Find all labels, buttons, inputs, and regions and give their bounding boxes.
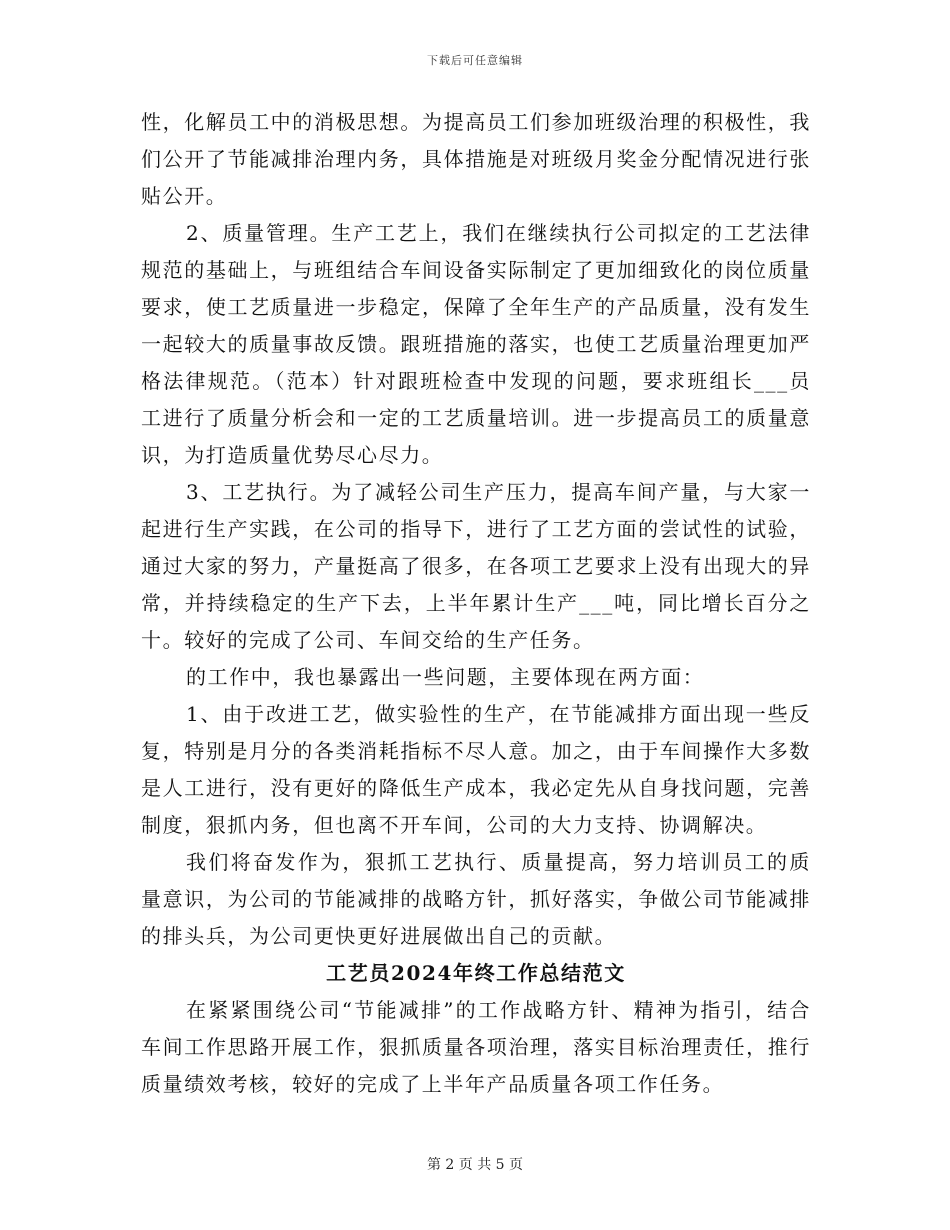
- paragraph-problem-1: 1、由于改进工艺，做实验性的生产，在节能减排方面出现一些反复，特别是月分的各类消耗指标不尽人意。加之，由于车间操作大多数是人工进行，没有更好的降低生产成本，我必定先从自身找问题，完善制度，狠抓内务，但也离不开车间，公司的大力支持、协调解决。: [141, 702, 811, 837]
- paragraph-quality-management: 2、质量管理。生产工艺上，我们在继续执行公司拟定的工艺法律规范的基础上，与班组结合车间设备实际制定了更加细致化的岗位质量要求，使工艺质量进一步稳定，保障了全年生产的产品质量，没有发生一起较大的质量事故反馈。跟班措施的落实，也使工艺质量治理更加严格法律规范。（范本）针对跟班检查中发现的问题，要求班组长___员工进行了质量分析会和一定的工艺质量培训。进一步提高员工的质量意识，为打造质量优势尽心尽力。: [141, 221, 811, 467]
- section-title: 工艺员2024年终工作总结范文: [326, 961, 626, 985]
- document-body: [141, 104, 811, 1103]
- paragraph-process-execution: 3、工艺执行。为了减轻公司生产压力，提高车间产量，与大家一起进行生产实践，在公司的指导下，进行了工艺方面的尝试性的试验，通过大家的努力，产量挺高了很多，在各项工艺要求上没有出现大的异常，并持续稳定的生产下去，上半年累计生产___吨，同比增长百分之十。较好的完成了公司、车间交给的生产任务。: [141, 480, 811, 652]
- page-footer: 第 2 页 共 5 页: [426, 1157, 524, 1173]
- paragraph-intro-new-section: 在紧紧围绕公司“节能减排”的工作战略方针、精神为指引，结合车间工作思路开展工作，狠抓质量各项治理，落实目标治理责任，推行质量绩效考核，较好的完成了上半年产品质量各项工作任务。: [141, 998, 811, 1096]
- page-header: 下载后可任意编辑: [427, 54, 523, 67]
- paragraph-problems-intro: 的工作中，我也暴露出一些问题，主要体现在两方面：: [186, 665, 705, 689]
- paragraph-outlook: 我们将奋发作为，狠抓工艺执行、质量提高，努力培训员工的质量意识，为公司的节能减排的战略方针，抓好落实，争做公司节能减排的排头兵，为公司更快更好进展做出自己的贡献。: [141, 850, 811, 948]
- paragraph-continuation: 性，化解员工中的消极思想。为提高员工们参加班级治理的积极性，我们公开了节能减排治理内务，具体措施是对班级月奖金分配情况进行张贴公开。: [141, 110, 811, 208]
